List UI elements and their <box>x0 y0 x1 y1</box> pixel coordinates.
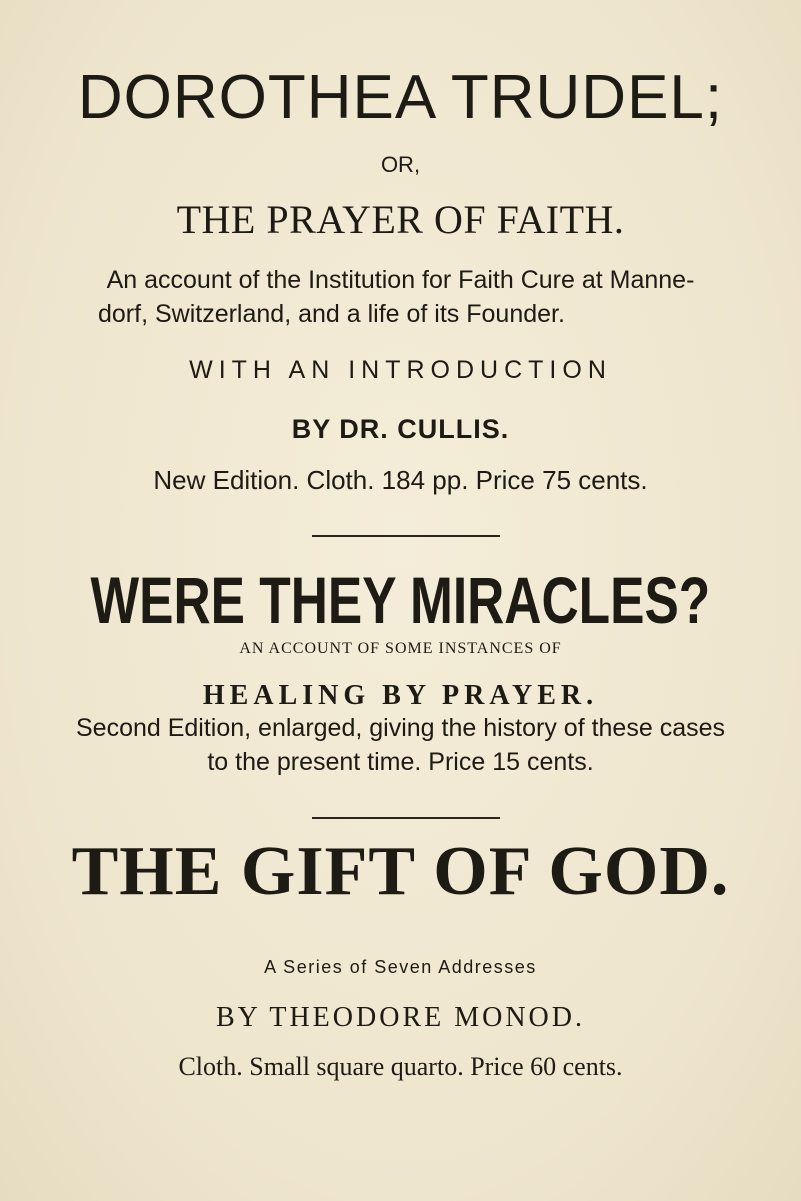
divider-rule-2 <box>312 817 500 819</box>
series-of-addresses-line: A Series of Seven Addresses <box>264 957 537 977</box>
were-they-miracles-title: WERE THEY MIRACLES? <box>90 563 711 637</box>
divider-rule-1 <box>312 535 500 537</box>
miracles-description-line-2: to the present time. Price 15 cents. <box>207 748 594 776</box>
edition-price-line: New Edition. Cloth. 184 pp. Price 75 cents. <box>153 465 648 495</box>
miracles-description-line-1: Second Edition, enlarged, giving the history of these cases <box>75 714 725 742</box>
miracles-subtitle: AN ACCOUNT OF SOME INSTANCES OF <box>239 640 562 657</box>
gift-of-god-details: Cloth. Small square quarto. Price 60 cents. <box>178 1052 623 1081</box>
introduction-line: WITH AN INTRODUCTION <box>189 356 612 384</box>
dorothea-trudel-title: DOROTHEA TRUDEL; <box>77 63 724 132</box>
author-monod: BY THEODORE MONOD. <box>216 1002 585 1033</box>
institution-description-line-1: An account of the Institution for Faith Cure at Manne- <box>106 266 695 294</box>
prayer-of-faith-subtitle: THE PRAYER OF FAITH. <box>176 197 625 242</box>
gift-of-god-title: THE GIFT OF GOD. <box>71 833 730 910</box>
healing-by-prayer-line: HEALING BY PRAYER. <box>202 680 599 711</box>
author-cullis: BY DR. CULLIS. <box>291 414 510 444</box>
institution-description-line-2: dorf, Switzerland, and a life of its Founder. <box>98 300 565 328</box>
or-line: OR, <box>380 152 421 177</box>
